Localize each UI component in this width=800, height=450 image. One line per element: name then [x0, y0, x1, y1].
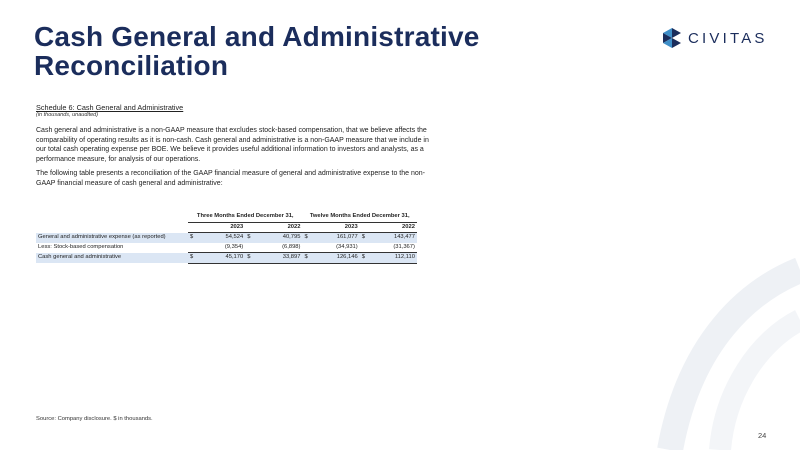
table-cell: 161,077 [310, 233, 360, 243]
table-row [36, 233, 417, 243]
logo-text: CIVITAS [688, 30, 768, 47]
table-row [36, 243, 417, 253]
schedule-title: Schedule 6: Cash General and Administrative [36, 103, 184, 112]
currency-symbol [245, 243, 252, 253]
year-header: 2022 [360, 222, 417, 233]
year-header: 2023 [188, 222, 245, 233]
table-cell: 112,110 [367, 253, 417, 264]
table-intro-paragraph: The following table presents a reconciliation of the GAAP financial measure of general and administrative expense to the non-GAAP financial measure of cash general and administrative: [36, 170, 425, 187]
table-cell: (31,367) [367, 243, 417, 253]
company-logo [660, 24, 772, 54]
table-cell: (6,898) [252, 243, 302, 253]
table-period-header-row [36, 212, 417, 222]
table-cell: 45,170 [195, 253, 245, 264]
civitas-logo-icon [660, 26, 684, 50]
table-row [36, 253, 417, 264]
currency-symbol [302, 243, 309, 253]
currency-symbol [360, 243, 367, 253]
three-months-header: Three Months Ended December 31, [188, 212, 302, 222]
currency-symbol: $ [188, 233, 195, 243]
table-cell: (34,931) [310, 243, 360, 253]
table-cell: 33,897 [252, 253, 302, 264]
table-year-header-row [36, 222, 417, 233]
table-cell: 40,795 [252, 233, 302, 243]
row-label: General and administrative expense (as reported) [36, 233, 188, 243]
schedule-subtitle: (in thousands, unaudited) [36, 112, 99, 118]
currency-symbol: $ [360, 253, 367, 264]
currency-symbol: $ [245, 253, 252, 264]
year-header: 2023 [302, 222, 359, 233]
slide-title: Cash General and Administrative Reconciliation [34, 21, 480, 81]
content-area [36, 103, 436, 194]
row-label: Cash general and administrative [36, 253, 188, 264]
table-cell: 126,146 [310, 253, 360, 264]
description-paragraph: Cash general and administrative is a non-GAAP measure that excludes stock-based compensation, that we believe affects the comparability of operating results as it is non-cash. Cash general and administrative is a non-GAAP measure that we include in our total cash operating expense per BOE. We believe it provides useful additional information to investors and analysts, as a performance measure, for analysis of our operations. [36, 127, 429, 163]
table-cell: 54,524 [195, 233, 245, 243]
year-header: 2022 [245, 222, 302, 233]
currency-symbol [188, 243, 195, 253]
source-footnote: Source: Company disclosure. $ in thousands. [36, 416, 153, 422]
currency-symbol: $ [302, 233, 309, 243]
page-number: 24 [758, 431, 767, 440]
currency-symbol: $ [188, 253, 195, 264]
reconciliation-table [36, 212, 417, 264]
table-cell: 143,477 [367, 233, 417, 243]
table-cell: (9,354) [195, 243, 245, 253]
currency-symbol: $ [360, 233, 367, 243]
currency-symbol: $ [302, 253, 309, 264]
background-decoration [630, 250, 800, 450]
currency-symbol: $ [245, 233, 252, 243]
row-label: Less: Stock-based compensation [38, 244, 124, 251]
twelve-months-header: Twelve Months Ended December 31, [302, 212, 416, 222]
